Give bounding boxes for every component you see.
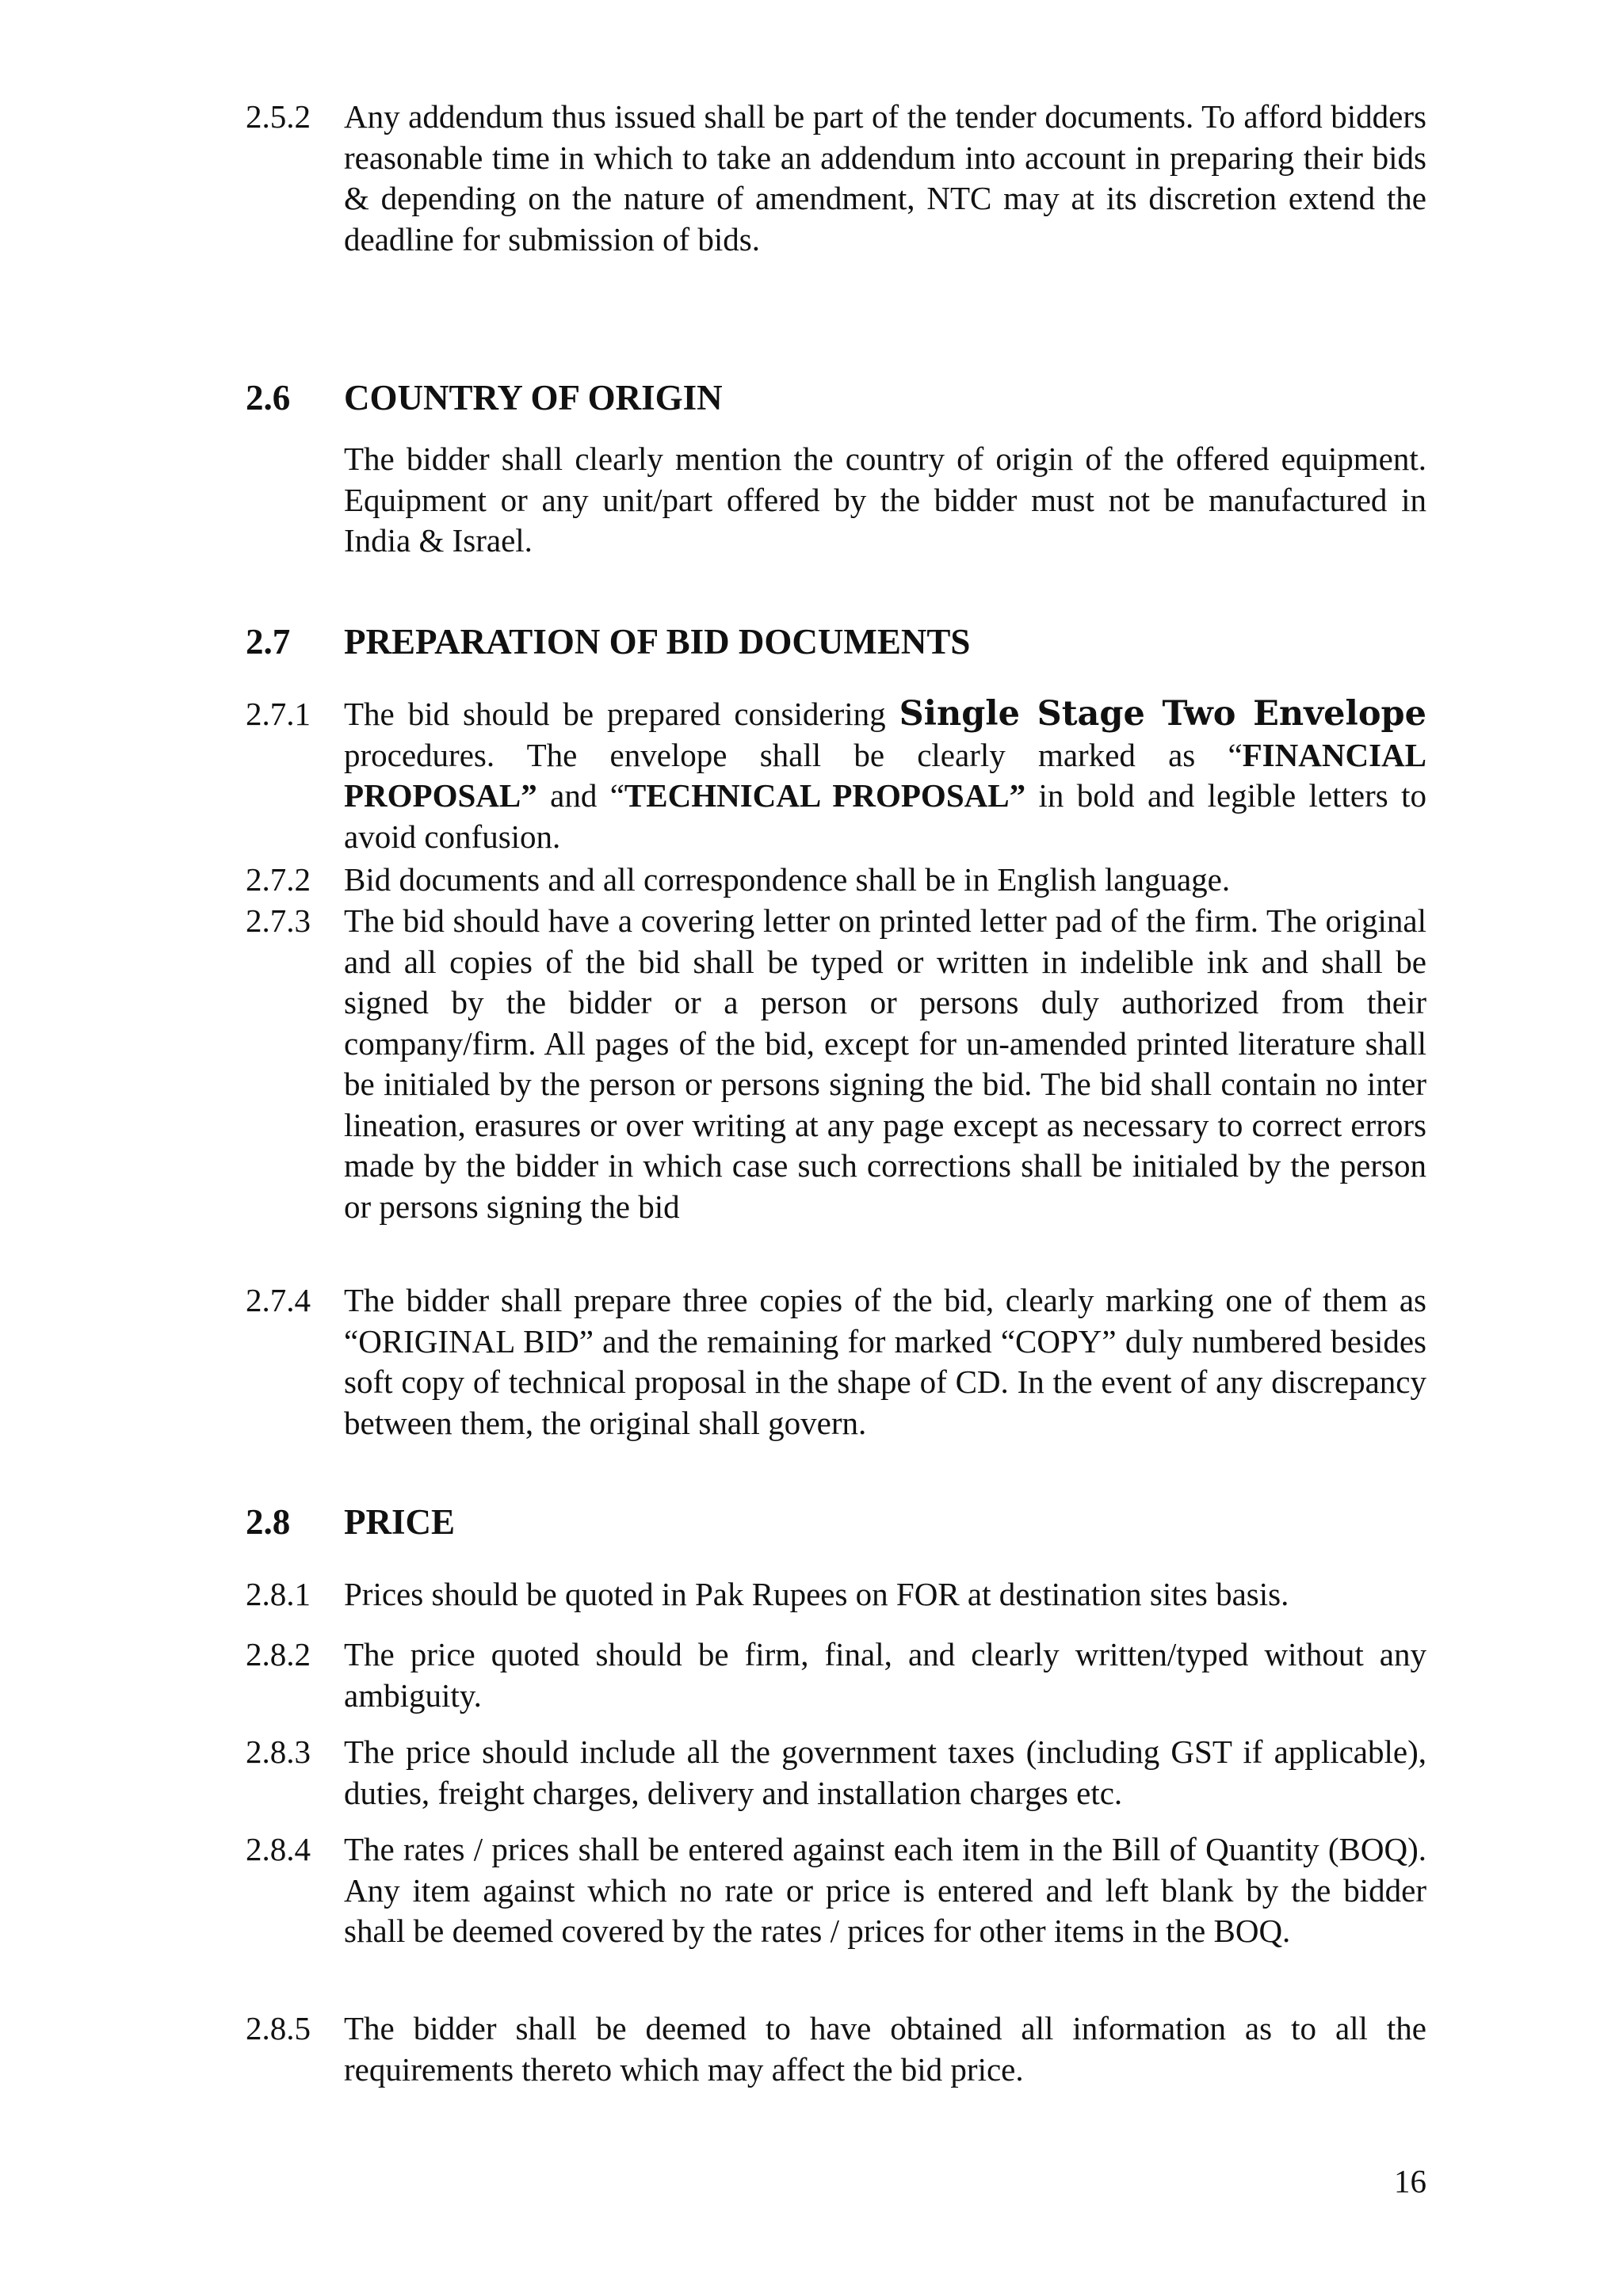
clause-number: 2.8.1 (246, 1576, 311, 1612)
section-number: 2.7 (246, 622, 291, 662)
paragraph-2-5-2 (246, 97, 1426, 260)
clause-text: The rates / prices shall be entered against each item in the Bill of Quantity (BOQ). Any item against which no rate or price is entered and left blank by the bidder shall be deemed covered by the rates / prices for other items in the BOQ. (344, 1831, 1426, 1949)
clause-number: 2.7.4 (246, 1282, 311, 1318)
clause-text: Prices should be quoted in Pak Rupees on FOR at destination sites basis. (344, 1576, 1289, 1612)
paragraph-2-7-4 (246, 1280, 1426, 1444)
text-run: and “ (537, 777, 624, 814)
text-run: in bold and legible letters to avoid confusion. (344, 777, 1426, 855)
emphasis-text: Single Stage Two Envelope (899, 694, 1426, 734)
section-title: PRICE (344, 1502, 456, 1542)
paragraph-2-7-2 (246, 860, 1426, 901)
clause-number: 2.7.2 (246, 861, 311, 898)
clause-text: The bidder shall prepare three copies of the bid, clearly marking one of them as “ORIGINAL BID” and the remaining for marked “COPY” duly numbered besides soft copy of technical proposal in the shape of CD. In the event of any discrepancy between them, the original shall govern. (344, 1282, 1426, 1441)
section-body-2-6 (344, 439, 1426, 562)
clause-text: Bid documents and all correspondence shall be in English language. (344, 861, 1231, 898)
paragraph-2-8-3 (246, 1732, 1426, 1814)
section-number: 2.8 (246, 1502, 291, 1542)
text-run: The bid should be prepared considering (344, 696, 899, 732)
clause-text: Any addendum thus issued shall be part of the tender documents. To afford bidders reasonable time in which to take an addendum into account in preparing their bids & depending on the nature of amendment, NTC may at its discretion extend the deadline for submission of bids. (344, 98, 1426, 257)
text-run: procedures. The envelope shall be clearly marked as “ (344, 736, 1243, 773)
clause-text: The price should include all the government taxes (including GST if applicable), duties, freight charges, delivery and installation charges etc. (344, 1733, 1426, 1811)
page-number: 16 (1394, 2163, 1426, 2199)
clause-text (344, 694, 1426, 857)
section-title: PREPARATION OF BID DOCUMENTS (344, 622, 971, 662)
section-number: 2.6 (246, 378, 291, 418)
section-title: COUNTRY OF ORIGIN (344, 378, 723, 418)
paragraph-2-8-5 (246, 2008, 1426, 2090)
clause-number: 2.8.3 (246, 1733, 311, 1770)
bold-text: TECHNICAL PROPOSAL” (624, 777, 1026, 814)
paragraph-2-8-1 (246, 1574, 1426, 1615)
paragraph-2-7-1 (246, 694, 1426, 857)
clause-number: 2.8.2 (246, 1636, 311, 1672)
clause-text: The bid should have a covering letter on printed letter pad of the firm. The original and all copies of the bid shall be typed or written in indelible ink and shall be signed by the bidder or a person or persons duly authorized from their company/firm. All pages of the bid, except for un-amended printed literature shall be initialed by the person or persons signing the bid. The bid shall contain no inter lineation, erasures or over writing at any page except as necessary to correct errors made by the bidder in which case such corrections shall be initialed by the person or persons signing the bid (344, 902, 1426, 1225)
bold-text: FINANCIAL PROPOSAL” (344, 736, 1426, 814)
clause-number: 2.5.2 (246, 98, 311, 135)
clause-number: 2.7.1 (246, 696, 311, 732)
section-text: The bidder shall clearly mention the country of origin of the offered equipment. Equipment or any unit/part offered by the bidder must not be manufactured in India & Israel. (344, 441, 1426, 559)
clause-number: 2.8.5 (246, 2010, 311, 2046)
clause-text: The price quoted should be firm, final, and clearly written/typed without any ambiguity. (344, 1636, 1426, 1714)
clause-number: 2.8.4 (246, 1831, 311, 1867)
paragraph-2-7-3 (246, 901, 1426, 1227)
clause-number: 2.7.3 (246, 902, 311, 939)
paragraph-2-8-4 (246, 1829, 1426, 1952)
paragraph-2-8-2 (246, 1634, 1426, 1716)
clause-text: The bidder shall be deemed to have obtained all information as to all the requirements thereto which may affect the bid price. (344, 2010, 1426, 2088)
